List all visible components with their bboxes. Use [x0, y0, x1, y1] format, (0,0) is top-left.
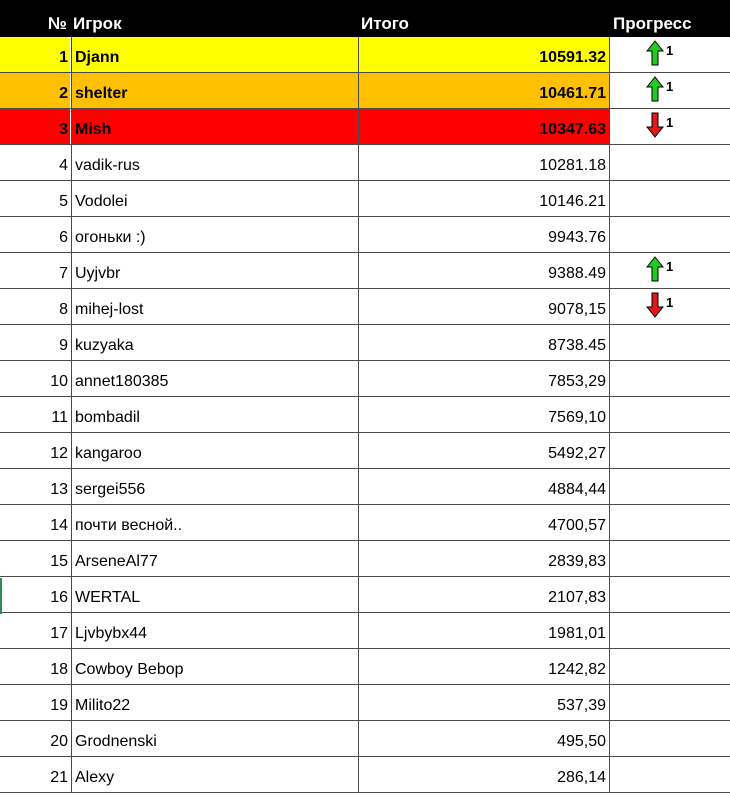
progress-cell[interactable] [609, 685, 730, 721]
progress-delta: 1 [666, 43, 674, 58]
progress-cell[interactable] [609, 253, 730, 289]
rank-cell[interactable] [0, 613, 70, 649]
rank-cell[interactable] [0, 685, 70, 721]
player-cell[interactable] [71, 649, 358, 685]
player-cell-text: bombadil [75, 409, 140, 426]
player-cell-text: kangaroo [75, 445, 142, 462]
player-cell[interactable] [71, 289, 358, 325]
rank-cell-text: 7 [59, 265, 68, 282]
rank-cell-text: 2 [59, 85, 68, 102]
rank-cell[interactable] [0, 505, 70, 541]
rank-cell[interactable] [0, 577, 70, 613]
table-row [0, 145, 730, 181]
progress-cell[interactable] [609, 181, 730, 217]
total-cell-text: 7853,29 [548, 373, 606, 390]
arrow-up-icon [646, 76, 664, 102]
progress-cell[interactable] [609, 541, 730, 577]
table-row [0, 253, 730, 289]
rank-cell[interactable] [0, 73, 70, 109]
rank-cell[interactable] [0, 649, 70, 685]
total-cell[interactable] [358, 649, 609, 685]
player-cell[interactable] [71, 757, 358, 793]
player-cell-text: Vodolei [75, 193, 128, 210]
table-row [0, 181, 730, 217]
progress-cell[interactable] [609, 145, 730, 181]
total-cell-text: 10281.18 [539, 157, 606, 174]
total-cell-text: 286,14 [557, 769, 606, 786]
table-header [0, 0, 730, 37]
table-row [0, 613, 730, 649]
table-row [0, 73, 730, 109]
table-row [0, 109, 730, 145]
rank-cell[interactable] [0, 361, 70, 397]
player-cell[interactable] [71, 109, 358, 145]
progress-delta: 1 [666, 115, 674, 130]
rank-cell-text: 14 [50, 517, 68, 534]
rank-cell-text: 11 [51, 409, 68, 426]
rank-cell[interactable] [0, 181, 70, 217]
rank-cell-text: 21 [50, 769, 68, 786]
total-cell[interactable] [358, 37, 609, 73]
rank-cell-text: 16 [50, 589, 68, 606]
player-cell-text: Cowboy Bebop [75, 661, 184, 678]
progress-cell[interactable] [609, 505, 730, 541]
progress-cell[interactable] [609, 757, 730, 793]
player-cell-text: Djann [75, 49, 120, 66]
progress-cell[interactable] [609, 325, 730, 361]
rank-cell[interactable] [0, 253, 70, 289]
table-row [0, 541, 730, 577]
total-cell[interactable] [358, 145, 609, 181]
rank-cell-text: 17 [50, 625, 68, 642]
player-cell[interactable] [71, 613, 358, 649]
total-cell[interactable] [358, 325, 609, 361]
table-row [0, 397, 730, 433]
total-cell[interactable] [358, 469, 609, 505]
progress-delta: 1 [666, 79, 674, 94]
rank-cell-text: 3 [59, 121, 68, 138]
progress-delta: 1 [666, 259, 674, 274]
progress-delta: 1 [666, 295, 674, 310]
table-row [0, 433, 730, 469]
table-row [0, 361, 730, 397]
table-row [0, 469, 730, 505]
total-cell-text: 537,39 [557, 697, 606, 714]
rank-cell-text: 20 [50, 733, 68, 750]
total-cell[interactable] [358, 217, 609, 253]
player-cell-text: WERTAL [75, 589, 141, 606]
total-cell-text: 2839,83 [548, 553, 606, 570]
progress-cell[interactable] [609, 109, 730, 145]
total-cell-text: 1242,82 [548, 661, 606, 678]
ranking-table [0, 37, 730, 793]
arrow-up-icon [646, 256, 664, 282]
player-cell[interactable] [71, 541, 358, 577]
total-cell[interactable] [358, 577, 609, 613]
rank-cell[interactable] [0, 469, 70, 505]
rank-cell[interactable] [0, 289, 70, 325]
player-cell-text: sergei556 [75, 481, 146, 498]
player-cell-text: Alexy [75, 769, 115, 786]
player-cell-text: mihej-lost [75, 301, 144, 318]
rank-cell[interactable] [0, 541, 70, 577]
rank-cell-text: 1 [59, 49, 68, 66]
total-cell[interactable] [358, 433, 609, 469]
player-cell-text: vadik-rus [75, 157, 140, 174]
rank-cell-text: 13 [50, 481, 68, 498]
rank-cell[interactable] [0, 757, 70, 793]
rank-cell[interactable] [0, 37, 70, 73]
player-cell[interactable] [71, 685, 358, 721]
player-cell[interactable] [71, 505, 358, 541]
arrow-down-icon [646, 292, 664, 318]
total-cell-text: 9388.49 [548, 265, 606, 282]
table-row [0, 505, 730, 541]
header-total: Итого [361, 14, 409, 33]
player-cell[interactable] [71, 577, 358, 613]
total-cell[interactable] [358, 253, 609, 289]
total-cell-text: 7569,10 [548, 409, 606, 426]
rank-cell-text: 9 [59, 337, 68, 354]
player-cell[interactable] [71, 361, 358, 397]
progress-cell[interactable] [609, 433, 730, 469]
player-cell-text: Ljvbybx44 [75, 625, 148, 642]
rank-cell-text: 5 [59, 193, 68, 210]
player-cell-text: Milito22 [75, 697, 131, 714]
total-cell[interactable] [358, 505, 609, 541]
table-row [0, 289, 730, 325]
player-cell-text: Uyjvbr [75, 265, 121, 282]
total-cell-text: 495,50 [557, 733, 606, 750]
header-num: № [48, 14, 67, 33]
total-cell-text: 1981,01 [548, 625, 606, 642]
player-cell[interactable] [71, 145, 358, 181]
progress-cell[interactable] [609, 577, 730, 613]
rank-cell[interactable] [0, 109, 70, 145]
total-cell[interactable] [358, 181, 609, 217]
table-row [0, 757, 730, 793]
player-cell-text: annet180385 [75, 373, 169, 390]
rank-cell-text: 8 [59, 301, 68, 318]
table-row [0, 217, 730, 253]
player-cell-text: Grodnenski [75, 733, 157, 750]
player-cell[interactable] [71, 469, 358, 505]
total-cell[interactable] [358, 757, 609, 793]
player-cell[interactable] [71, 325, 358, 361]
total-cell[interactable] [358, 397, 609, 433]
player-cell-text: почти весной.. [75, 517, 183, 534]
player-cell-text: ArseneAl77 [75, 553, 158, 570]
total-cell-text: 4884,44 [548, 481, 606, 498]
progress-cell[interactable] [609, 397, 730, 433]
rank-cell-text: 6 [59, 229, 68, 246]
total-cell-text: 9943.76 [548, 229, 606, 246]
player-cell[interactable] [71, 73, 358, 109]
total-cell-text: 9078,15 [548, 301, 606, 318]
progress-cell[interactable] [609, 73, 730, 109]
total-cell-text: 10591.32 [539, 49, 606, 66]
total-cell[interactable] [358, 109, 609, 145]
player-cell-text: Mish [75, 121, 112, 138]
rank-cell-text: 15 [50, 553, 68, 570]
table-row [0, 685, 730, 721]
selection-edge-marker [0, 578, 2, 614]
player-cell-text: shelter [75, 85, 128, 102]
total-cell[interactable] [358, 541, 609, 577]
rank-cell[interactable] [0, 145, 70, 181]
player-cell[interactable] [71, 37, 358, 73]
progress-cell[interactable] [609, 613, 730, 649]
player-cell[interactable] [71, 433, 358, 469]
total-cell[interactable] [358, 361, 609, 397]
total-cell-text: 10347.63 [539, 121, 606, 138]
total-cell-text: 2107,83 [548, 589, 606, 606]
total-cell-text: 10461.71 [539, 85, 606, 102]
rank-cell-text: 18 [50, 661, 68, 678]
progress-cell[interactable] [609, 37, 730, 73]
total-cell-text: 8738.45 [548, 337, 606, 354]
player-cell-text: огоньки :) [75, 229, 146, 246]
progress-cell[interactable] [609, 217, 730, 253]
arrow-down-icon [646, 112, 664, 138]
rank-cell[interactable] [0, 721, 70, 757]
player-cell-text: kuzyaka [75, 337, 134, 354]
rank-cell-text: 4 [59, 157, 68, 174]
player-cell[interactable] [71, 721, 358, 757]
total-cell[interactable] [358, 73, 609, 109]
rank-cell-text: 19 [50, 697, 68, 714]
progress-cell[interactable] [609, 721, 730, 757]
rank-cell[interactable] [0, 397, 70, 433]
table-row [0, 577, 730, 613]
rank-cell[interactable] [0, 217, 70, 253]
arrow-up-icon [646, 40, 664, 66]
progress-cell[interactable] [609, 289, 730, 325]
total-cell[interactable] [358, 721, 609, 757]
table-row [0, 649, 730, 685]
header-player: Игрок [73, 14, 122, 33]
progress-cell[interactable] [609, 649, 730, 685]
progress-cell[interactable] [609, 361, 730, 397]
total-cell-text: 10146.21 [539, 193, 606, 210]
total-cell[interactable] [358, 289, 609, 325]
progress-cell[interactable] [609, 469, 730, 505]
header-progress: Прогресс [613, 14, 692, 33]
rank-cell-text: 12 [50, 445, 68, 462]
total-cell-text: 5492,27 [548, 445, 606, 462]
total-cell[interactable] [358, 685, 609, 721]
player-cell[interactable] [71, 397, 358, 433]
rank-cell[interactable] [0, 325, 70, 361]
player-cell[interactable] [71, 253, 358, 289]
player-cell[interactable] [71, 217, 358, 253]
total-cell-text: 4700,57 [548, 517, 606, 534]
rank-cell-text: 10 [50, 373, 68, 390]
table-row [0, 37, 730, 73]
total-cell[interactable] [358, 613, 609, 649]
table-row [0, 721, 730, 757]
rank-cell[interactable] [0, 433, 70, 469]
player-cell[interactable] [71, 181, 358, 217]
table-row [0, 325, 730, 361]
